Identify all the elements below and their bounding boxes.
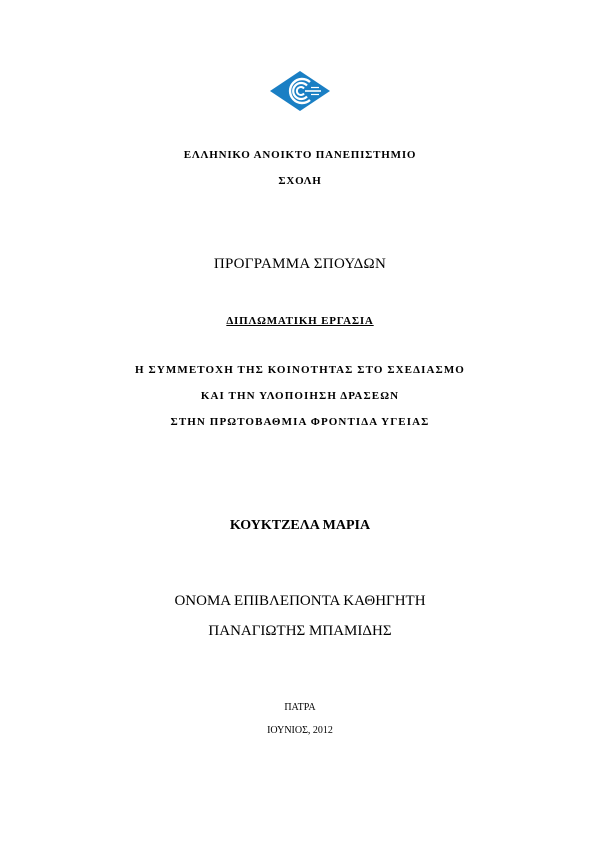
- date: ΙΟΥΝΙΟΣ, 2012: [267, 725, 333, 736]
- author-name: ΚΟΥΚΤΖΕΛΑ ΜΑΡΙΑ: [229, 518, 371, 533]
- program-title: ΠΡΟΓΡΑΜΜΑ ΣΠΟΥΔΩΝ: [213, 256, 387, 272]
- thesis-title-line-1: Η ΣΥΜΜΕΤΟΧΗ ΤΗΣ ΚΟΙΝΟΤΗΤΑΣ ΣΤΟ ΣΧΕΔΙΑΣΜΟ: [135, 364, 465, 376]
- thesis-title-line-3: ΣΤΗΝ ΠΡΩΤΟΒΑΘΜΙΑ ΦΡΟΝΤΙΔΑ ΥΓΕΙΑΣ: [170, 416, 430, 428]
- school-name: ΣΧΟΛΗ: [278, 175, 322, 187]
- supervisor-label: ΟΝΟΜΑ ΕΠΙΒΛΕΠΟΝΤΑ ΚΑΘΗΓΗΤΗ: [174, 593, 426, 609]
- city: ΠΑΤΡΑ: [284, 702, 316, 713]
- university-logo-icon: [269, 70, 331, 112]
- thesis-title-line-2: ΚΑΙ ΤΗΝ ΥΛΟΠΟΙΗΣΗ ΔΡΑΣΕΩΝ: [200, 390, 400, 402]
- thesis-type: ΔΙΠΛΩΜΑΤΙΚΗ ΕΡΓΑΣΙΑ: [226, 315, 374, 327]
- supervisor-name: ΠΑΝΑΓΙΩΤΗΣ ΜΠΑΜΙΔΗΣ: [208, 623, 392, 639]
- university-name: ΕΛΛΗΝΙΚΟ ΑΝΟΙΚΤΟ ΠΑΝΕΠΙΣΤΗΜΙΟ: [183, 149, 417, 161]
